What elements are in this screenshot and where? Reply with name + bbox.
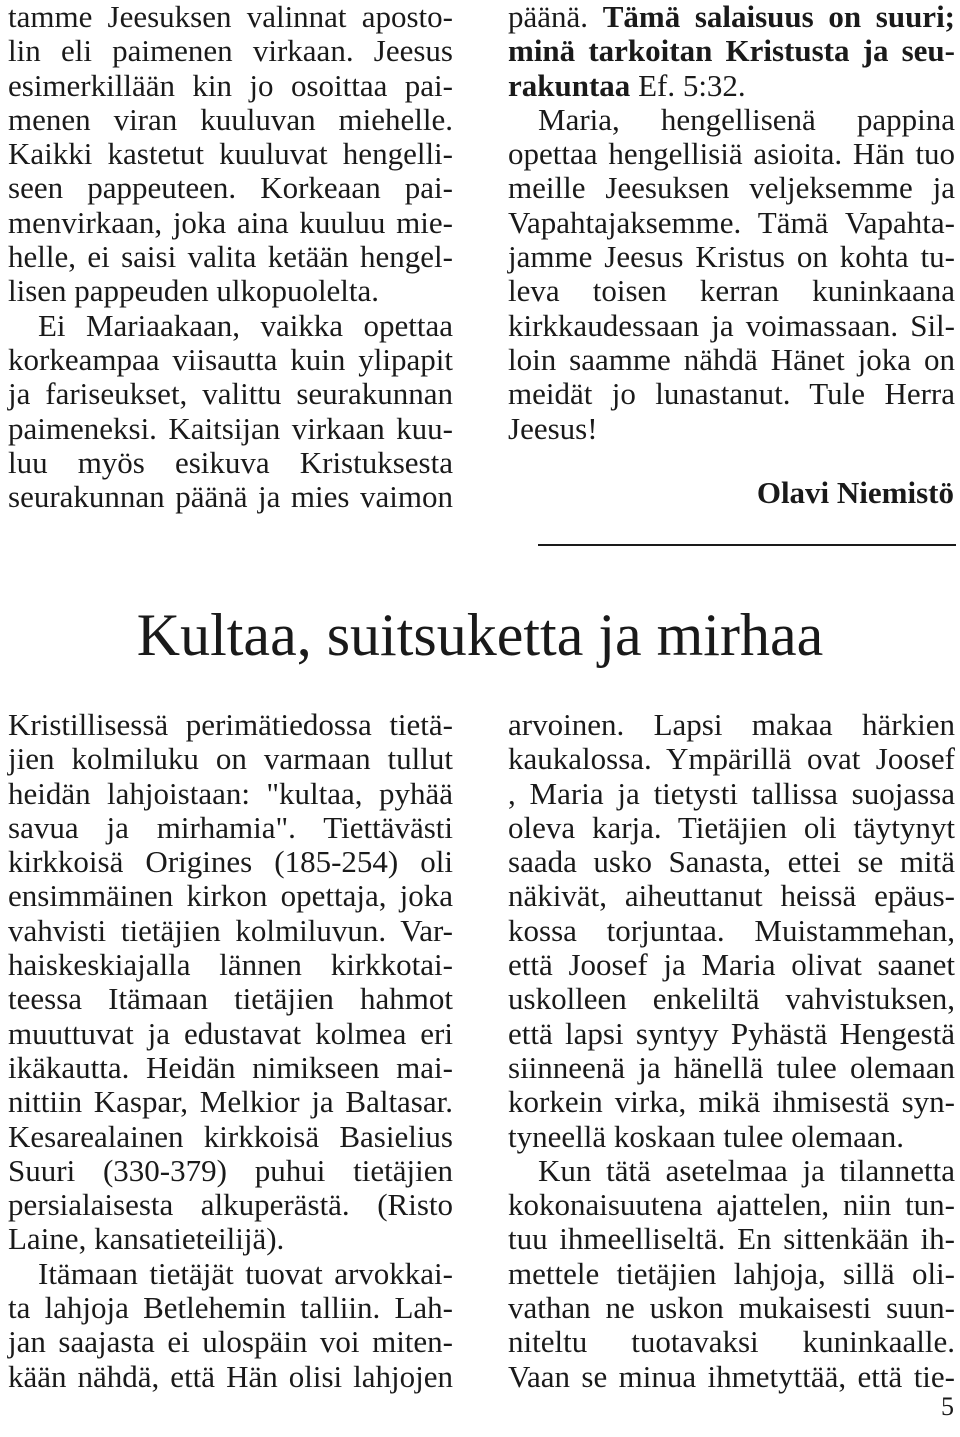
text-line: tuu ihmeelliseltä. En sittenkään ih-: [508, 1221, 955, 1257]
text-line: seen pappeuteen. Korkeaan pai-: [8, 170, 453, 206]
text-line: menen viran kuuluvan miehelle.: [8, 101, 453, 137]
text-line: Kaikki kastetut kuuluvat hengelli-: [8, 136, 453, 172]
text-line: ikäkautta. Heidän nimikseen mai-: [8, 1049, 453, 1085]
text-line: Vaan se minua ihmetyttää, että tie-: [508, 1358, 955, 1394]
author-signature: Olavi Niemistö: [756, 475, 954, 510]
text-line: niteltu tuotavaksi kuninkaalle.: [508, 1324, 955, 1360]
text-line: korkein virka, mikä ihmisestä syn-: [508, 1084, 955, 1120]
text-line: näkivät, aiheuttanut heissä epäus-: [508, 878, 955, 914]
text-line: [508, 412, 955, 446]
text-line: kaukalossa. Ympärillä ovat Joosef: [508, 741, 955, 777]
text-run: opettaa hengellisiä asioita. Hän tuo: [508, 136, 955, 172]
text-line: Kun tätä asetelmaa ja tilannetta: [538, 1152, 955, 1188]
text-line: luu myös esikuva Kristuksesta: [8, 444, 453, 480]
text-run: meidät jo lunastanut. Tule Herra: [508, 376, 955, 412]
text-line: muuttuvat ja edustavat kolmea eri: [8, 1015, 453, 1051]
text-line: uskolleen enkeliltä vahvistuksen,: [508, 981, 955, 1017]
text-line: että Joosef ja Maria olivat saanet: [508, 947, 955, 983]
text-line: jan saajasta ei ulospäin voi miten-: [8, 1324, 453, 1360]
article-left-column: [8, 708, 453, 1394]
previous-article-right-column: [508, 0, 955, 446]
text-line: esimerkillään kin jo osoittaa pai-: [8, 67, 453, 103]
text-run: Maria, hengellisenä pappina: [538, 101, 955, 137]
text-line: heidän lahjoistaan: "kultaa, pyhää: [8, 775, 453, 811]
text-line: kirkkoisä Origines (185-254) oli: [8, 844, 453, 880]
text-line: vahvisti tietäjien kolmiluvun. Var-: [8, 912, 453, 948]
text-line: teessa Itämaan tietäjien hahmot: [8, 981, 453, 1017]
text-run: kirkkaudessaan ja voimassaan. Sil-: [508, 307, 955, 343]
text-line: kään nähdä, että Hän olisi lahjojen: [8, 1358, 453, 1394]
text-line: [508, 377, 955, 411]
text-line: [508, 103, 955, 137]
text-line: Laine, kansatieteilijä).: [8, 1221, 285, 1257]
text-line: lin eli paimenen virkaan. Jeesus: [8, 33, 453, 69]
text-run: loin saamme nähdä Hänet joka on: [508, 341, 955, 377]
text-run: Jeesus!: [508, 410, 598, 446]
text-run: päänä.: [508, 0, 603, 34]
text-line: tamme Jeesuksen valinnat aposto-: [8, 0, 453, 34]
text-line: että lapsi syntyy Pyhästä Hengestä: [508, 1015, 955, 1051]
previous-article-left-column: [8, 0, 453, 514]
article-right-column: [508, 708, 955, 1394]
text-line: , Maria ja tietysti tallissa suojassa: [508, 775, 955, 811]
text-line: ta lahjoja Betlehemin talliin. Lah-: [8, 1290, 453, 1326]
text-line: paimeneksi. Kaitsijan virkaan kuu-: [8, 410, 453, 446]
bold-text-run: rakuntaa: [508, 67, 631, 103]
text-run: meille Jeesuksen veljeksemme ja: [508, 170, 955, 206]
bold-text-run: Tämä salaisuus on suuri;: [602, 0, 956, 34]
text-line: saada usko Sanasta, ettei se mitä: [508, 844, 955, 880]
text-line: vathan ne uskon mukaisesti suun-: [508, 1290, 955, 1326]
page-number: 5: [941, 1392, 954, 1421]
text-line: korkeampaa viisautta kuin ylipapit: [8, 341, 453, 377]
text-line: Suuri (330-379) puhui tietäjien: [8, 1152, 453, 1188]
text-line: kossa torjuntaa. Muistammehan,: [508, 912, 955, 948]
text-run: Vapahtajaksemme. Tämä Vapahta-: [508, 204, 955, 240]
text-line: lisen pappeuden ulkopuolelta.: [8, 273, 380, 309]
text-line: kokonaisuutena ajattelen, niin tun-: [508, 1187, 955, 1223]
text-line: mettele tietäjien lahjoja, sillä oli-: [508, 1255, 955, 1291]
text-line: ensimmäinen kirkon opettaja, joka: [8, 878, 453, 914]
text-line: [508, 240, 955, 274]
article-title: Kultaa, suitsuketta ja mirhaa: [136, 602, 824, 668]
text-line: seurakunnan päänä ja mies vaimon: [8, 479, 453, 515]
text-line: [508, 171, 955, 205]
text-line: ja fariseukset, valittu seurakunnan: [8, 376, 453, 412]
text-line: persialaisesta alkuperästä. (Risto: [8, 1187, 453, 1223]
text-run: jamme Jeesus Kristus on kohta tu-: [508, 239, 955, 275]
text-line: [508, 0, 955, 34]
text-line: oleva karja. Tietäjien oli täytynyt: [508, 809, 955, 845]
text-line: Ei Mariaakaan, vaikka opettaa: [38, 307, 453, 343]
text-line: [508, 69, 955, 103]
text-line: Kesarealainen kirkkoisä Basielius: [8, 1118, 453, 1154]
text-line: [508, 206, 955, 240]
text-run: leva toisen kerran kuninkaana: [508, 273, 955, 309]
text-line: [508, 309, 955, 343]
text-line: [508, 137, 955, 171]
text-line: haiskeskiajalla lännen kirkkotai-: [8, 947, 453, 983]
text-line: tyneellä koskaan tulee olemaan.: [508, 1118, 904, 1154]
text-line: menvirkaan, joka aina kuuluu mie-: [8, 204, 453, 240]
text-line: nittiin Kaspar, Melkior ja Baltasar.: [8, 1084, 453, 1120]
text-line: [508, 34, 955, 68]
text-line: helle, ei saisi valita ketään hengel-: [8, 239, 453, 275]
text-run: Ef. 5:32.: [630, 67, 746, 103]
text-line: Kristillisessä perimätiedossa tietä-: [8, 707, 453, 742]
section-divider: [538, 544, 956, 546]
text-line: Itämaan tietäjät tuovat arvokkai-: [38, 1255, 453, 1291]
text-line: arvoinen. Lapsi makaa härkien: [508, 707, 955, 742]
text-line: [508, 343, 955, 377]
bold-text-run: minä tarkoitan Kristusta ja seu-: [508, 33, 955, 69]
text-line: savua ja mirhamia". Tiettävästi: [8, 809, 453, 845]
text-line: jien kolmiluku on varmaan tullut: [8, 741, 453, 777]
text-line: [508, 274, 955, 308]
text-line: siinneenä ja hänellä tulee olemaan: [508, 1049, 955, 1085]
